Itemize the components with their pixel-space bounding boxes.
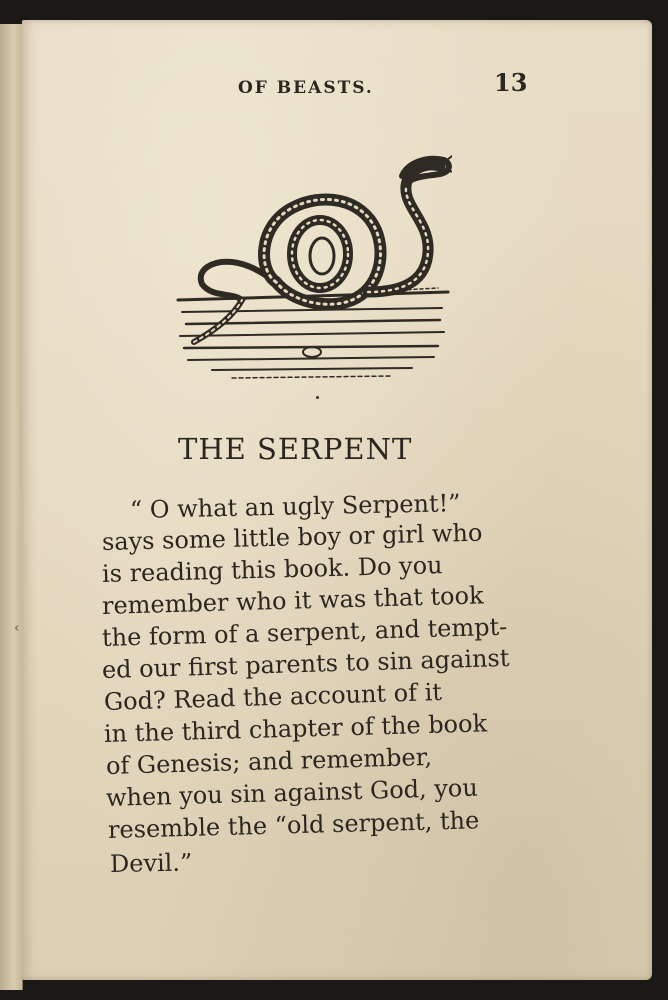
body-line: of Genesis; and remember, (105, 742, 433, 780)
margin-mark: ‹ (14, 620, 20, 636)
ink-speck (316, 396, 319, 399)
body-line: the form of a serpent, and tempt- (101, 612, 508, 652)
body-line: ed our first parents to sin against (101, 643, 510, 684)
section-title: THE SERPENT (178, 432, 413, 466)
body-line: resemble the “old serpent, the (107, 806, 480, 844)
page-number: 13 (494, 68, 528, 97)
book-page (22, 20, 652, 980)
body-line: says some little boy or girl who (101, 518, 483, 556)
serpent-woodcut-icon (172, 142, 452, 382)
running-head: OF BEASTS. (238, 78, 374, 98)
body-line: is reading this book. Do you (101, 551, 443, 588)
body-line: “ O what an ugly Serpent!” (129, 489, 461, 524)
body-line: in the third chapter of the book (103, 709, 488, 748)
body-line: God? Read the account of it (103, 677, 443, 716)
facing-page-edge (0, 24, 23, 990)
body-line: Devil.” (109, 848, 193, 878)
body-line: remember who it was that took (101, 581, 484, 620)
body-line: when you sin against God, you (105, 773, 479, 812)
